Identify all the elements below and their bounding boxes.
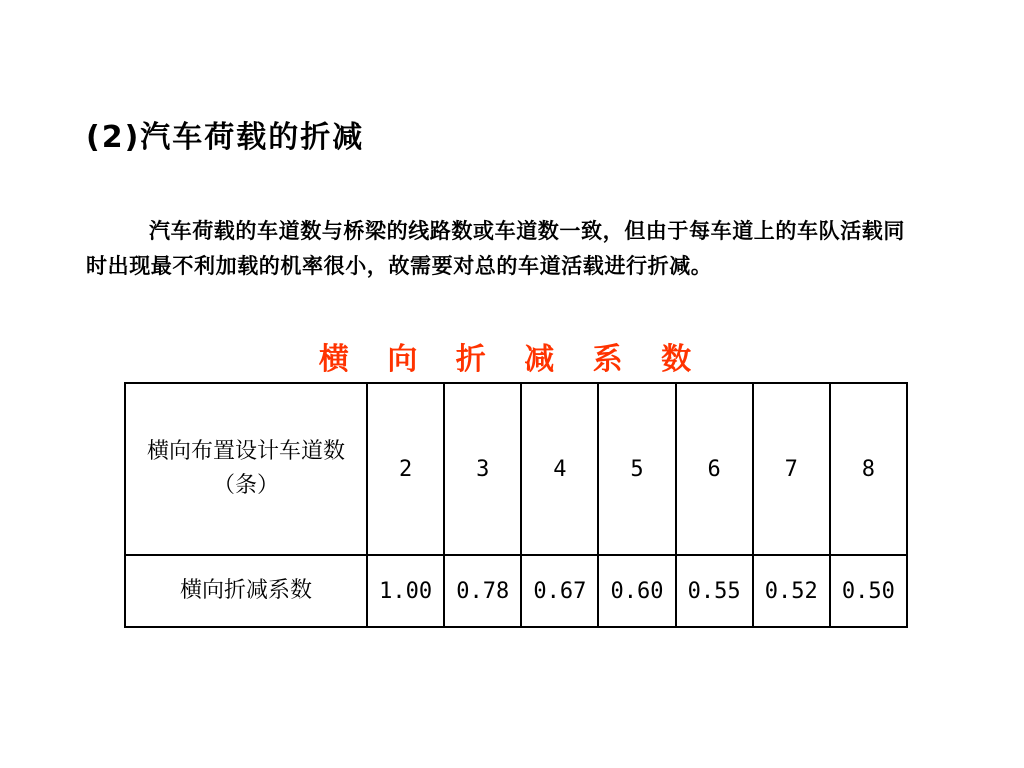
row-label-lanes: 横向布置设计车道数（条） bbox=[125, 383, 367, 555]
section-heading: (2)汽车荷载的折减 bbox=[86, 120, 365, 155]
body-paragraph: 汽车荷载的车道数与桥梁的线路数或车道数一致，但由于每车道上的车队活载同时出现最不利加载的机率很小，故需要对总的车道活载进行折减。 bbox=[86, 219, 905, 278]
table-title: 横 向 折 减 系 数 bbox=[318, 342, 706, 377]
factor-cell: 0.50 bbox=[830, 555, 907, 627]
lane-count-cell: 7 bbox=[753, 383, 830, 555]
factor-cell: 0.78 bbox=[444, 555, 521, 627]
lane-count-cell: 8 bbox=[830, 383, 907, 555]
lane-count-cell: 3 bbox=[444, 383, 521, 555]
factor-cell: 1.00 bbox=[367, 555, 444, 627]
table-row-factors bbox=[125, 555, 907, 627]
lane-count-cell: 2 bbox=[367, 383, 444, 555]
row-label-factors: 横向折减系数 bbox=[125, 555, 367, 627]
factor-cell: 0.60 bbox=[598, 555, 675, 627]
lane-count-cell: 6 bbox=[676, 383, 753, 555]
factor-cell: 0.55 bbox=[676, 555, 753, 627]
lane-count-cell: 5 bbox=[598, 383, 675, 555]
factor-cell: 0.67 bbox=[521, 555, 598, 627]
factor-cell: 0.52 bbox=[753, 555, 830, 627]
reduction-factor-table bbox=[124, 382, 908, 628]
table-row-lanes bbox=[125, 383, 907, 555]
lane-count-cell: 4 bbox=[521, 383, 598, 555]
